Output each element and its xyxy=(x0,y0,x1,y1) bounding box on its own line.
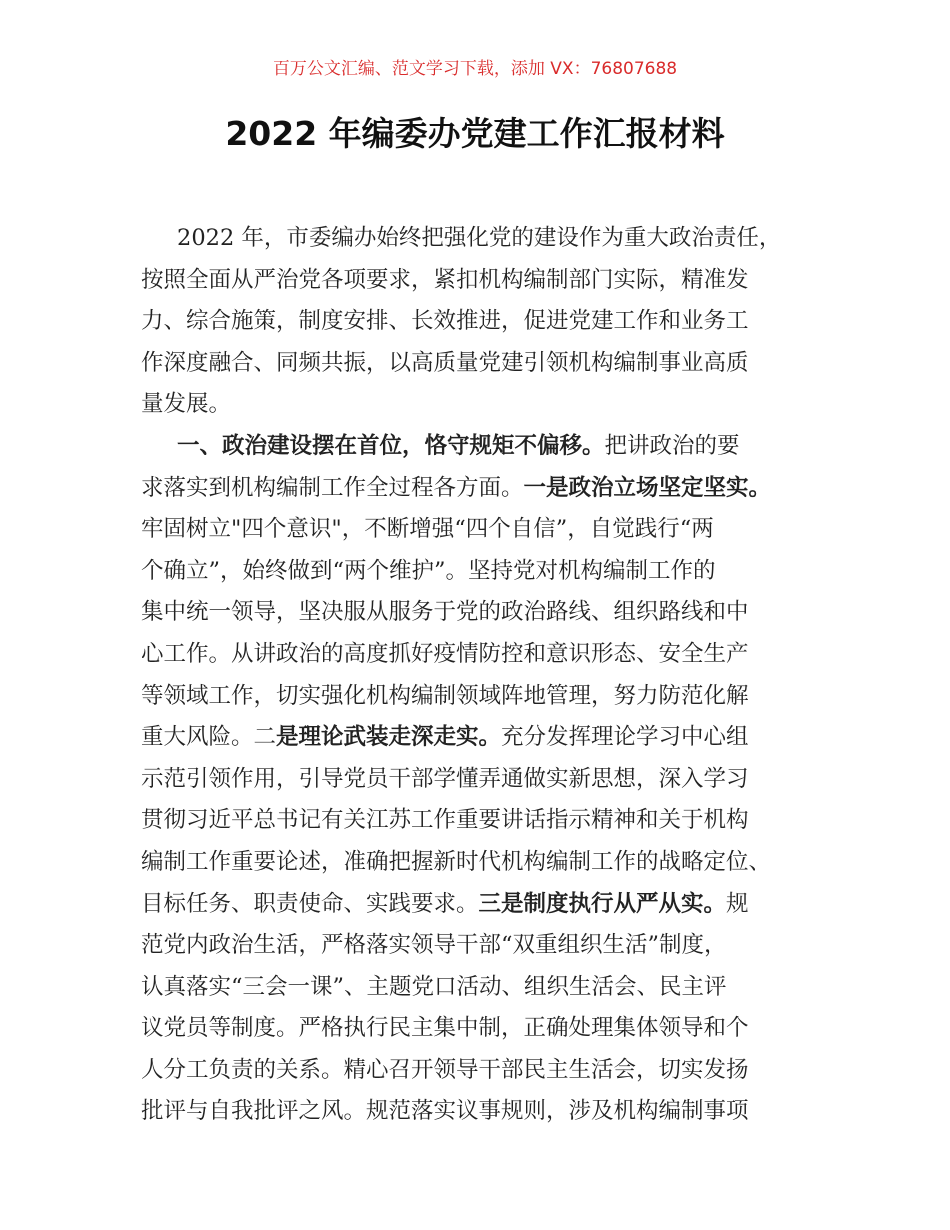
body-text-segment: 示范引领作用，引导党员干部学懂弄通做实新思想，深入学习 xyxy=(141,765,749,792)
body-text-segment: 2022 年，市委编办始终把强化党的建设作为重大政治责任， xyxy=(177,225,782,251)
body-text-segment: 贯彻习近平总书记有关江苏工作重要讲话指示精神和关于机构 xyxy=(141,807,749,834)
body-line xyxy=(141,842,831,884)
body-text-segment: 规 xyxy=(726,890,749,917)
document-body xyxy=(141,218,831,1133)
body-line xyxy=(141,884,831,926)
body-line xyxy=(141,1050,831,1092)
body-line xyxy=(141,260,831,302)
body-text-segment: 量发展。 xyxy=(141,391,232,418)
document-title: 2022 年编委办党建工作汇报材料 xyxy=(225,114,725,153)
bold-heading-text: 是理论武装走深走实。 xyxy=(276,724,502,751)
body-text-segment: 心工作。从讲政治的高度抓好疫情防控和意识形态、安全生产 xyxy=(141,640,749,667)
body-text-segment: 批评与自我批评之风。规范落实议事规则，涉及机构编制事项 xyxy=(141,1098,749,1125)
body-text-segment: 范党内政治生活，严格落实领导干部“双重组织生活”制度， xyxy=(141,932,727,959)
body-text-segment: 力、综合施策，制度安排、长效推进，促进党建工作和业务工 xyxy=(141,308,749,335)
body-line xyxy=(141,967,831,1009)
body-text-segment: 作深度融合、同频共振，以高质量党建引领机构编制事业高质 xyxy=(141,349,749,376)
body-line xyxy=(141,551,831,593)
body-line xyxy=(141,634,831,676)
body-line xyxy=(141,592,831,634)
body-line xyxy=(141,426,831,468)
body-text-segment: 牢固树立"四个意识"，不断增强“四个自信”，自觉践行“两 xyxy=(141,516,714,543)
body-line xyxy=(141,1091,831,1133)
bold-heading-text: 三是制度执行从严从实。 xyxy=(478,890,727,917)
body-text-segment: 求落实到机构编制工作全过程各方面。 xyxy=(141,474,524,501)
body-line xyxy=(141,509,831,551)
promo-banner: 百万公文汇编、范文学习下载，添加 VX：76807688 xyxy=(272,59,678,79)
body-line xyxy=(141,468,831,510)
body-line xyxy=(141,343,831,385)
body-text-segment: 议党员等制度。严格执行民主集中制，正确处理集体领导和个 xyxy=(141,1015,749,1042)
body-text-segment: 把讲政治的要 xyxy=(604,432,740,459)
bold-heading-text: 一、政治建设摆在首位，恪守规矩不偏移。 xyxy=(177,432,605,459)
body-text-segment: 编制工作重要论述，准确把握新时代机构编制工作的战略定位、 xyxy=(141,848,772,875)
body-text-segment: 目标任务、职责使命、实践要求。 xyxy=(141,890,479,917)
body-text-segment: 人分工负责的关系。精心召开领导干部民主生活会，切实发扬 xyxy=(141,1056,749,1083)
body-line xyxy=(141,800,831,842)
body-line xyxy=(141,676,831,718)
body-line xyxy=(141,1008,831,1050)
body-line xyxy=(141,384,831,426)
body-text-segment: 认真落实“三会一课”、主题党口活动、组织生活会、民主评 xyxy=(141,973,727,1000)
body-line xyxy=(141,925,831,967)
body-line xyxy=(141,759,831,801)
body-text-segment: 等领域工作，切实强化机构编制领域阵地管理，努力防范化解 xyxy=(141,682,749,709)
body-text-segment: 个确立”，始终做到“两个维护”。坚持党对机构编制工作的 xyxy=(141,557,716,584)
body-text-segment: 按照全面从严治党各项要求，紧扣机构编制部门实际，精准发 xyxy=(141,266,749,293)
body-line xyxy=(141,301,831,343)
body-text-segment: 集中统一领导，坚决服从服务于党的政治路线、组织路线和中 xyxy=(141,599,749,626)
body-text-segment: 重大风险。二 xyxy=(141,724,277,751)
body-line xyxy=(141,218,831,260)
bold-heading-text: 一是政治立场坚定坚实。 xyxy=(523,474,772,501)
body-text-segment: 充分发挥理论学习中心组 xyxy=(501,724,749,751)
body-line xyxy=(141,717,831,759)
